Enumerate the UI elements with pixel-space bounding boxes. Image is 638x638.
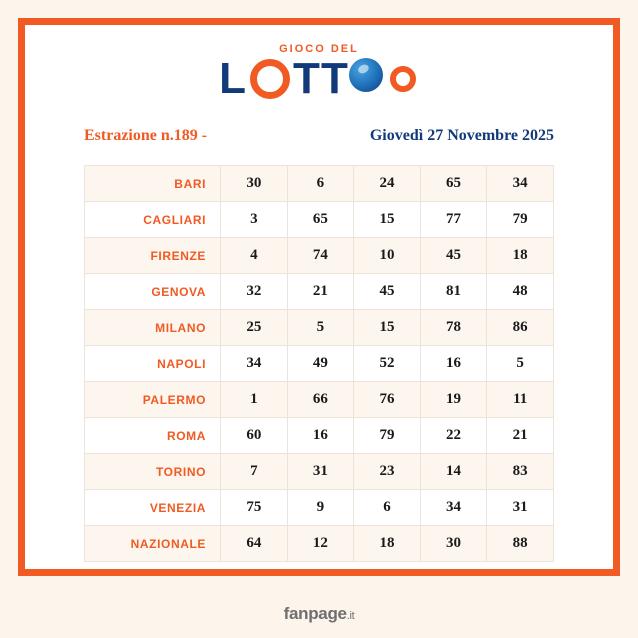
logo-circle-o2 [390, 66, 416, 92]
drawn-number: 78 [420, 310, 487, 346]
drawn-number: 31 [487, 490, 554, 526]
drawn-number: 34 [420, 490, 487, 526]
drawn-number: 52 [354, 346, 421, 382]
drawn-number: 25 [221, 310, 288, 346]
drawn-number: 45 [420, 238, 487, 274]
drawn-number: 1 [221, 382, 288, 418]
drawn-number: 18 [487, 238, 554, 274]
drawn-number: 79 [354, 418, 421, 454]
city-label: FIRENZE [85, 238, 221, 274]
table-row [85, 310, 554, 346]
city-label: BARI [85, 166, 221, 202]
city-label: MILANO [85, 310, 221, 346]
drawn-number: 15 [354, 310, 421, 346]
table-row [85, 454, 554, 490]
drawn-number: 30 [221, 166, 288, 202]
drawn-number: 4 [221, 238, 288, 274]
footer [0, 604, 638, 624]
lotto-ball-icon [349, 58, 383, 92]
table-row [85, 274, 554, 310]
drawn-number: 74 [287, 238, 354, 274]
results-card [18, 18, 620, 576]
drawn-number: 22 [420, 418, 487, 454]
drawn-number: 16 [287, 418, 354, 454]
drawn-number: 6 [354, 490, 421, 526]
drawn-number: 10 [354, 238, 421, 274]
logo-top-text: GIOCO DEL [279, 43, 359, 55]
table-row [85, 490, 554, 526]
table-row [85, 202, 554, 238]
fanpage-logo [284, 604, 355, 623]
drawn-number: 31 [287, 454, 354, 490]
results-table [84, 165, 554, 562]
drawn-number: 9 [287, 490, 354, 526]
drawn-number: 5 [487, 346, 554, 382]
drawn-number: 65 [420, 166, 487, 202]
city-label: GENOVA [85, 274, 221, 310]
drawn-number: 24 [354, 166, 421, 202]
drawn-number: 18 [354, 526, 421, 562]
city-label: TORINO [85, 454, 221, 490]
logo-letter-l: L [219, 54, 248, 103]
drawn-number: 34 [221, 346, 288, 382]
lotto-logo [219, 43, 419, 101]
city-label: PALERMO [85, 382, 221, 418]
drawn-number: 19 [420, 382, 487, 418]
drawn-number: 5 [287, 310, 354, 346]
drawn-number: 16 [420, 346, 487, 382]
drawn-number: 3 [221, 202, 288, 238]
drawn-number: 86 [487, 310, 554, 346]
logo-circle-o1 [250, 59, 290, 99]
drawn-number: 34 [487, 166, 554, 202]
drawn-number: 48 [487, 274, 554, 310]
drawn-number: 65 [287, 202, 354, 238]
drawn-number: 75 [221, 490, 288, 526]
extraction-number: Estrazione n.189 - [84, 127, 208, 144]
drawn-number: 6 [287, 166, 354, 202]
table-row [85, 526, 554, 562]
drawn-number: 77 [420, 202, 487, 238]
draw-header [84, 127, 554, 145]
drawn-number: 83 [487, 454, 554, 490]
city-label: CAGLIARI [85, 202, 221, 238]
drawn-number: 88 [487, 526, 554, 562]
drawn-number: 7 [221, 454, 288, 490]
drawn-number: 30 [420, 526, 487, 562]
drawn-number: 21 [287, 274, 354, 310]
results-table-body [85, 166, 554, 562]
drawn-number: 76 [354, 382, 421, 418]
drawn-number: 23 [354, 454, 421, 490]
table-row [85, 166, 554, 202]
brand-name: fanpage [283, 604, 347, 623]
drawn-number: 15 [354, 202, 421, 238]
drawn-number: 49 [287, 346, 354, 382]
drawn-number: 45 [354, 274, 421, 310]
drawn-number: 81 [420, 274, 487, 310]
drawn-number: 66 [287, 382, 354, 418]
drawn-number: 12 [287, 526, 354, 562]
logo-letter-t1: T [293, 54, 321, 103]
draw-date: Giovedì 27 Novembre 2025 [369, 127, 554, 144]
drawn-number: 14 [420, 454, 487, 490]
brand-tld: .it [346, 610, 355, 622]
drawn-number: 79 [487, 202, 554, 238]
city-label: VENEZIA [85, 490, 221, 526]
city-label: NAPOLI [85, 346, 221, 382]
drawn-number: 21 [487, 418, 554, 454]
table-row [85, 418, 554, 454]
drawn-number: 11 [487, 382, 554, 418]
drawn-number: 60 [221, 418, 288, 454]
drawn-number: 32 [221, 274, 288, 310]
logo-wordmark [219, 54, 419, 103]
city-label: ROMA [85, 418, 221, 454]
logo-letter-t2: T [320, 54, 349, 103]
table-row [85, 346, 554, 382]
city-label: NAZIONALE [85, 526, 221, 562]
table-row [85, 382, 554, 418]
table-row [85, 238, 554, 274]
drawn-number: 64 [221, 526, 288, 562]
